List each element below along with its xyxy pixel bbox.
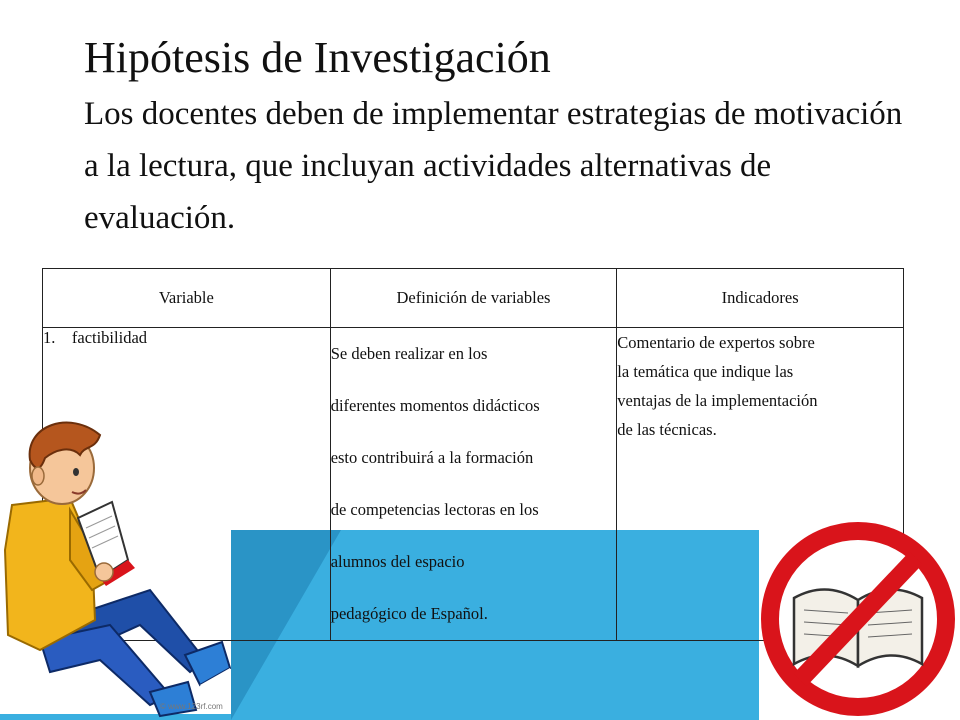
header-variable: Variable — [43, 269, 331, 328]
definition-line: Se deben realizar en los — [330, 344, 488, 363]
definition-line: esto contribuirá a la formación — [330, 448, 534, 467]
cell-definition — [330, 328, 617, 641]
definition-line: de competencias lectoras en los — [330, 500, 539, 519]
indicator-line: Comentario de expertos sobre — [617, 333, 815, 352]
hypothesis-text: Los docentes deben de implementar estrategias de motivación a la lectura, que incluyan actividades alternativas de evaluación. — [84, 96, 903, 236]
indicator-line: ventajas de la implementación — [617, 391, 818, 410]
definition-line: alumnos del espacio — [330, 552, 465, 571]
variable-name: 1. factibilidad — [43, 328, 148, 347]
indicator-line: de las técnicas. — [617, 420, 717, 439]
definition-line: diferentes momentos didácticos — [330, 396, 540, 415]
header-definition: Definición de variables — [330, 269, 617, 328]
indicator-line: la temática que indique las — [617, 362, 794, 381]
no-books-prohibition-icon — [756, 518, 960, 720]
boy-reading-book-icon — [0, 410, 232, 720]
definition-line: pedagógico de Español. — [330, 604, 488, 623]
image-watermark: © www.123rf.com — [160, 702, 223, 711]
slide-title: Hipótesis de Investigación — [84, 33, 551, 82]
table-header-row — [43, 269, 904, 328]
header-indicators: Indicadores — [617, 269, 904, 328]
